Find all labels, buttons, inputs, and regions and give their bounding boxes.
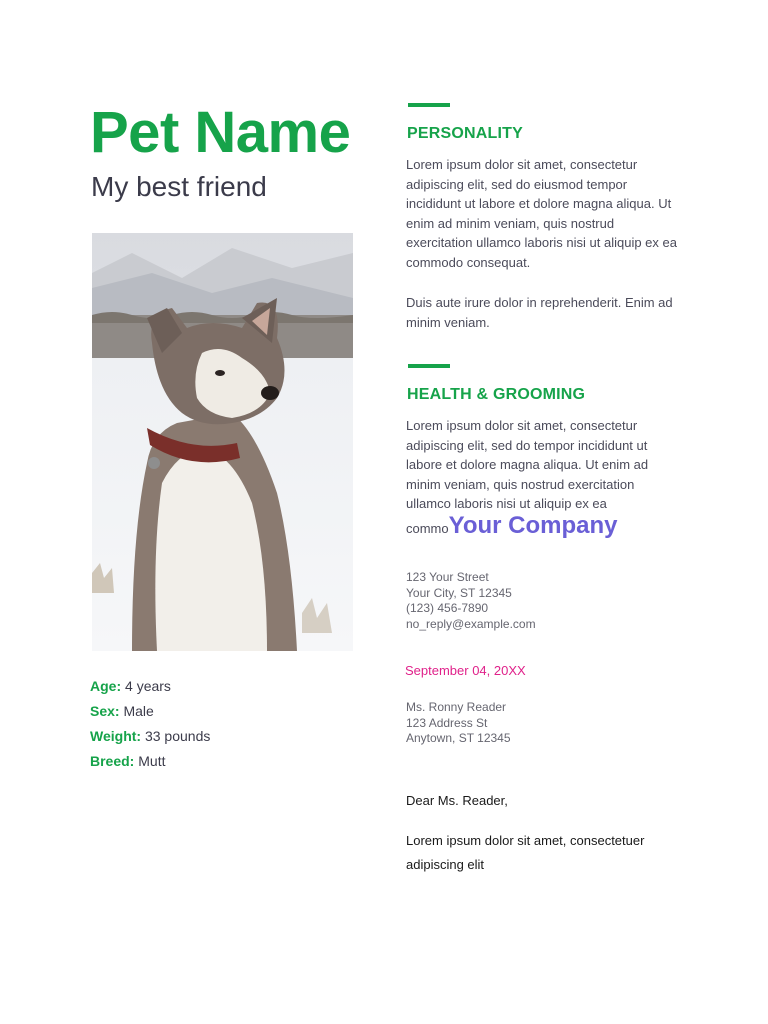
recipient-name: Ms. Ronny Reader <box>406 700 507 714</box>
detail-sex-label: Sex: <box>90 703 120 719</box>
detail-age <box>90 674 350 699</box>
company-address <box>406 570 536 632</box>
address-city: Your City, ST 12345 <box>406 585 512 600</box>
recipient-block <box>406 700 511 747</box>
personality-paragraph-1: Lorem ipsum dolor sit amet, consectetur adipiscing elit, sed do eiusmod tempor incididunt ut labore et dolore magna aliqua. Ut enim ad minim veniam, quis nostrud exercitation ullamco laboris nisi ut aliquip ex ea commodo consequat. <box>406 157 677 270</box>
detail-weight-value: 33 pounds <box>144 728 211 744</box>
health-accent-bar <box>408 364 450 368</box>
detail-sex-value: Male <box>123 703 154 719</box>
health-paragraph-tail: commo <box>406 521 449 536</box>
detail-breed <box>90 749 350 774</box>
personality-title: PERSONALITY <box>407 125 523 142</box>
company-line <box>406 512 746 540</box>
health-title: HEALTH & GROOMING <box>407 386 586 403</box>
detail-weight-label: Weight: <box>90 728 142 744</box>
salutation: Dear Ms. Reader, <box>406 793 508 808</box>
recipient-street: 123 Address St <box>406 715 488 730</box>
personality-accent-bar <box>408 103 450 107</box>
pet-name-title: Pet Name <box>90 100 351 165</box>
letter-body: Lorem ipsum dolor sit amet, consectetuer adipiscing elit <box>406 833 645 872</box>
pet-subtitle: My best friend <box>91 171 267 202</box>
company-name: Your Company <box>448 512 618 539</box>
detail-breed-value: Mutt <box>138 753 166 769</box>
personality-paragraph-2: Duis aute irure dolor in reprehenderit. Enim ad minim veniam. <box>406 295 673 330</box>
detail-sex <box>90 699 350 724</box>
pet-details <box>90 674 350 774</box>
address-street: 123 Your Street <box>406 570 489 584</box>
detail-age-label: Age: <box>90 678 122 694</box>
letter-date: September 04, 20XX <box>405 663 526 678</box>
detail-weight <box>90 724 350 749</box>
health-paragraph: Lorem ipsum dolor sit amet, consectetur adipiscing elit, sed do tempor incididunt ut labore et dolore magna aliqua. Ut enim ad minim veniam, quis nostrud exercitation ullamco laboris nisi ut aliquip ex ea <box>406 418 649 511</box>
detail-age-value: 4 years <box>125 678 171 694</box>
recipient-city: Anytown, ST 12345 <box>406 731 511 745</box>
dog-photo-icon <box>92 233 353 651</box>
detail-breed-label: Breed: <box>90 753 135 769</box>
address-phone: (123) 456-7890 <box>406 601 489 615</box>
dog-photo <box>92 233 353 651</box>
address-email: no_reply@example.com <box>406 616 536 631</box>
